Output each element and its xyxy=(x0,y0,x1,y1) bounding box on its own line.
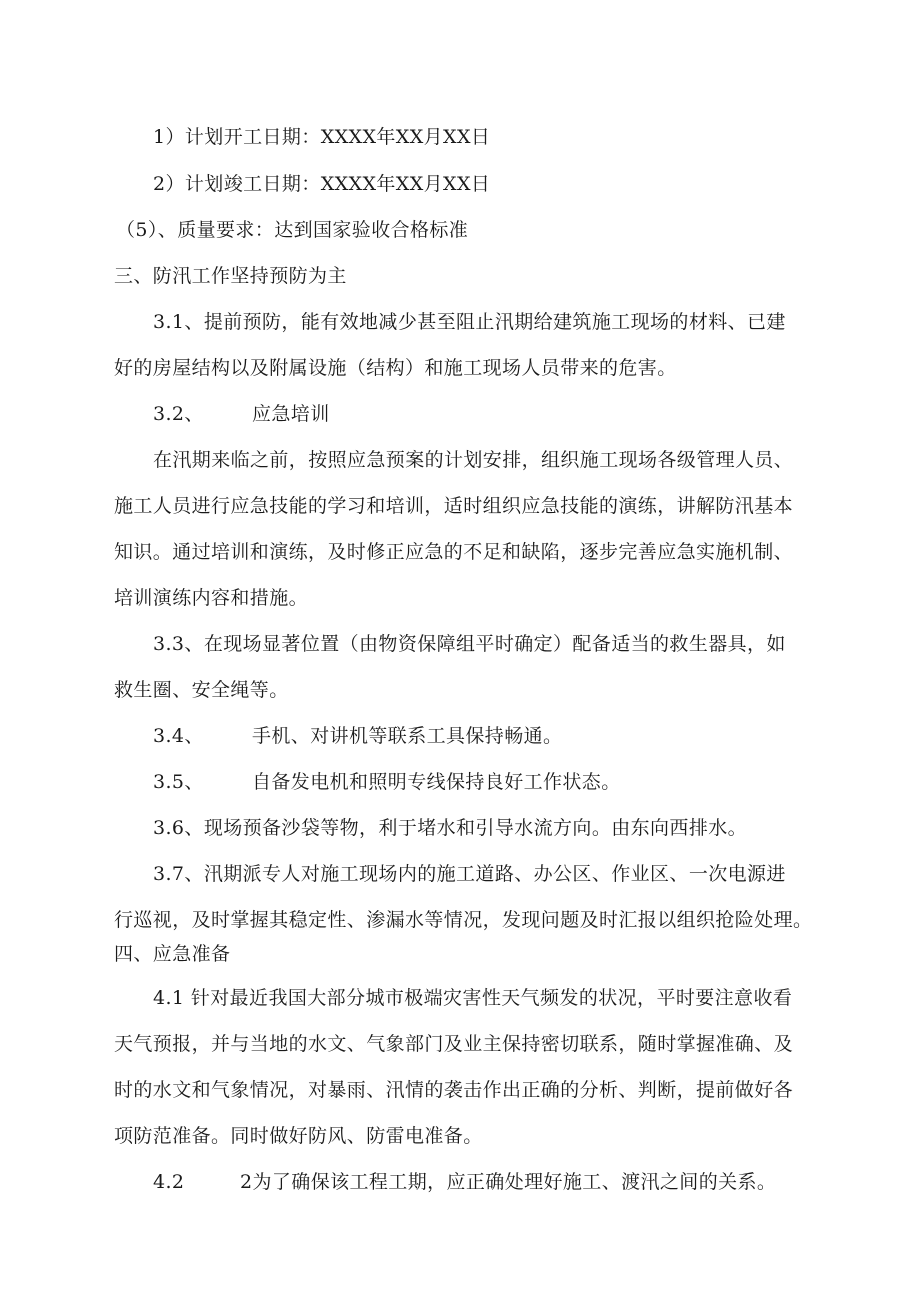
paragraph-training-line-2: 施工人员进行应急技能的学习和培训，适时组织应急技能的演练，讲解防汛基本 xyxy=(114,495,794,517)
paragraph-4-1-line-1: 4.1 针对最近我国大部分城市极端灾害性天气频发的状况，平时要注意收看 xyxy=(153,987,793,1009)
paragraph-3-7-line-2: 行巡视，及时掌握其稳定性、渗漏水等情况，发现问题及时汇报以组织抢险处理。 xyxy=(114,909,813,931)
paragraph-training-line-4: 培训演练内容和措施。 xyxy=(114,587,309,609)
section-heading-4: 四、应急准备 xyxy=(114,943,231,965)
paragraph-3-6: 3.6、现场预备沙袋等物，利于堵水和引导水流方向。由东向西排水。 xyxy=(153,817,748,839)
quality-requirement: （5）、质量要求：达到国家验收合格标准 xyxy=(116,219,469,241)
item-4-2-text: 2为了确保该工程工期，应正确处理好施工、渡汛之间的关系。 xyxy=(240,1171,777,1193)
paragraph-training-line-1: 在汛期来临之前，按照应急预案的计划安排，组织施工现场各级管理人员、 xyxy=(153,449,794,471)
item-3-4-number: 3.4、 xyxy=(153,725,204,747)
paragraph-3-3-line-1: 3.3、在现场显著位置（由物资保障组平时确定）配备适当的救生器具，如 xyxy=(153,633,786,655)
schedule-start-date: 1）计划开工日期：XXXX年XX月XX日 xyxy=(153,126,491,148)
item-4-2-number: 4.2 xyxy=(153,1171,185,1193)
schedule-end-date: 2）计划竣工日期：XXXX年XX月XX日 xyxy=(153,173,491,195)
paragraph-3-1-line-2: 好的房屋结构以及附属设施（结构）和施工现场人员带来的危害。 xyxy=(114,357,677,379)
item-3-2-number: 3.2、 xyxy=(153,403,204,425)
paragraph-4-1-line-3: 时的水文和气象情况，对暴雨、汛情的袭击作出正确的分析、判断，提前做好各 xyxy=(114,1079,794,1101)
paragraph-4-1-line-2: 天气预报，并与当地的水文、气象部门及业主保持密切联系，随时掌握准确、及 xyxy=(114,1033,794,1055)
paragraph-4-1-line-4: 项防范准备。同时做好防风、防雷电准备。 xyxy=(114,1125,483,1147)
paragraph-3-1-line-1: 3.1、提前预防，能有效地减少甚至阻止汛期给建筑施工现场的材料、已建 xyxy=(153,311,786,333)
paragraph-3-7-line-1: 3.7、汛期派专人对施工现场内的施工道路、办公区、作业区、一次电源进 xyxy=(153,863,786,885)
item-3-4-text: 手机、对讲机等联系工具保持畅通。 xyxy=(252,725,563,747)
paragraph-training-line-3: 知识。通过培训和演练，及时修正应急的不足和缺陷，逐步完善应急实施机制、 xyxy=(114,541,794,563)
paragraph-3-3-line-2: 救生圈、安全绳等。 xyxy=(114,679,289,701)
item-3-5-text: 自备发电机和照明专线保持良好工作状态。 xyxy=(252,771,621,793)
item-3-5-number: 3.5、 xyxy=(153,771,204,793)
item-3-2-title: 应急培训 xyxy=(252,403,330,425)
section-heading-3: 三、防汛工作坚持预防为主 xyxy=(114,265,347,287)
